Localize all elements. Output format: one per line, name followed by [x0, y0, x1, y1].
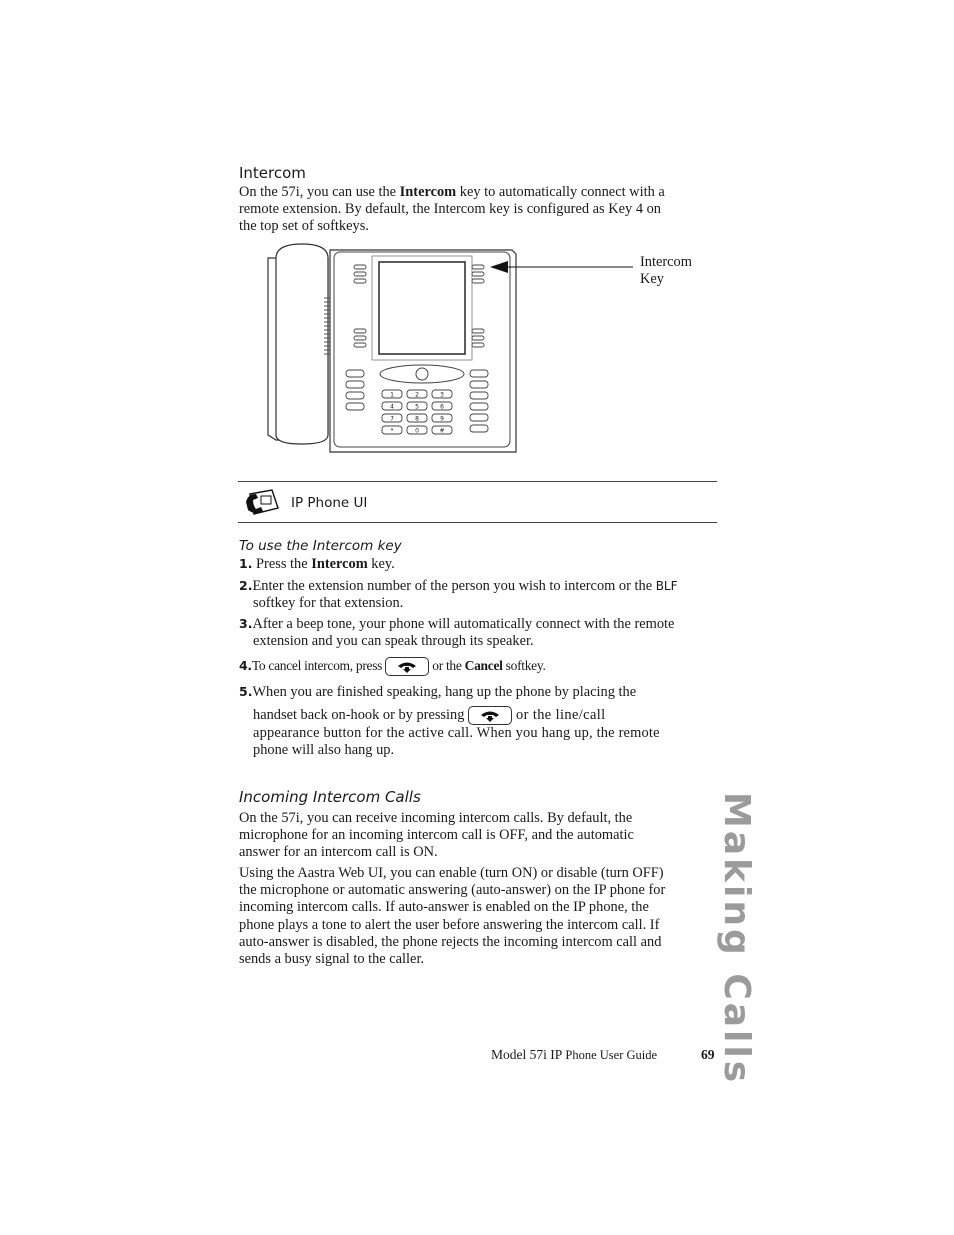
keypad-label: 9: [440, 415, 444, 423]
step-3: [239, 615, 719, 650]
incoming-paragraph-1: [239, 810, 719, 862]
step-text: or the: [429, 658, 465, 673]
paragraph-line: phone plays a tone to alert the user before answering the intercom call. If: [239, 916, 660, 933]
goodbye-key-icon: [385, 657, 429, 676]
banner-top-rule: [238, 481, 717, 482]
step-text: handset back on-hook or by pressing: [253, 707, 469, 724]
paragraph-line: incoming intercom calls. If auto-answer is enabled on the IP phone, the: [239, 899, 649, 916]
paragraph-line: microphone for an incoming intercom call is OFF, and the automatic: [239, 827, 634, 844]
step-number: 3.: [239, 616, 253, 631]
paragraph-line: answer for an intercom call is ON.: [239, 844, 438, 861]
step-text: softkey.: [502, 658, 546, 673]
step-number: 1.: [239, 556, 253, 571]
banner-bottom-rule: [238, 522, 717, 523]
step-4: [239, 655, 719, 677]
goodbye-key-icon: [468, 706, 512, 725]
paragraph-line: sends a busy signal to the caller.: [239, 951, 425, 968]
blf-term: BLF: [655, 579, 678, 593]
incoming-title: Incoming Intercom Calls: [239, 788, 421, 806]
keypad-label: 8: [415, 415, 419, 423]
step-2: [239, 577, 719, 612]
step-text: softkey for that extension.: [253, 595, 404, 612]
keypad-label: 4: [390, 403, 394, 411]
keypad-label: 0: [415, 427, 419, 435]
step-text: After a beep tone, your phone will automatically connect with the remote: [252, 616, 675, 632]
step-text: key.: [367, 556, 395, 572]
footer-ip: IP: [550, 1047, 563, 1062]
step-5: [239, 683, 719, 760]
keypad-label: 7: [390, 415, 394, 423]
intro-text: key to automatically connect with a: [456, 184, 665, 200]
step-text: To cancel intercom, press: [251, 658, 386, 673]
keypad-label: #: [439, 427, 445, 435]
keypad-label: 2: [415, 391, 419, 399]
footer-title: Phone User Guide: [562, 1048, 658, 1062]
paragraph-line: On the 57i, you can receive incoming intercom calls. By default, the: [239, 810, 633, 826]
intro-text: remote extension. By default, the Intercom key is configured as Key 4 on: [239, 201, 662, 218]
step-number: 4.: [239, 658, 252, 673]
page-number: 69: [701, 1047, 715, 1062]
step-number: 5.: [239, 684, 253, 699]
intercom-key-term: Intercom: [399, 184, 457, 200]
callout-arrow: [488, 258, 638, 276]
intro-text: the top set of softkeys.: [239, 218, 369, 235]
step-text: extension and you can speak through its speaker.: [253, 633, 534, 650]
step-text: Enter the extension number of the person you wish to intercom or the: [252, 578, 656, 594]
footer: [491, 1047, 657, 1063]
keypad-label: *: [390, 427, 394, 435]
side-tab-label: Making Calls: [716, 792, 757, 1086]
paragraph-line: the microphone or automatic answering (auto-answer) on the IP phone for: [239, 882, 666, 899]
step-text: or the line/call: [512, 707, 606, 724]
step-1: [239, 555, 719, 573]
step-text: When you are finished speaking, hang up the phone by placing the: [252, 684, 637, 700]
step-text: appearance button for the active call. When you hang up, the remote: [253, 725, 660, 742]
paragraph-line: Using the Aastra Web UI, you can enable (turn ON) or disable (turn OFF): [239, 865, 664, 881]
callout-label: [640, 254, 692, 288]
intro-text: On the 57i, you can use the: [239, 184, 400, 200]
intro-paragraph: [239, 184, 719, 236]
step-text: Press the: [252, 556, 312, 572]
keypad-label: 6: [440, 403, 444, 411]
phone-handset-icon: [244, 488, 282, 516]
intercom-key-term: Intercom: [311, 556, 368, 572]
callout-line: Intercom: [640, 254, 692, 270]
cancel-key-term: Cancel: [464, 658, 503, 673]
incoming-paragraph-2: [239, 865, 719, 968]
step-number: 2.: [239, 578, 253, 593]
keypad-label: 3: [440, 391, 444, 399]
keypad-label: 1: [390, 391, 394, 399]
ui-banner-label: IP Phone UI: [291, 495, 368, 511]
procedure-title: To use the Intercom key: [239, 538, 402, 554]
section-title: Intercom: [239, 164, 306, 182]
phone-illustration: [262, 240, 522, 455]
callout-line: Key: [640, 271, 664, 288]
paragraph-line: auto-answer is disabled, the phone rejects the incoming intercom call and: [239, 933, 662, 950]
footer-model: Model 57i: [491, 1047, 551, 1062]
step-text: phone will also hang up.: [253, 742, 395, 759]
keypad-label: 5: [415, 403, 419, 411]
